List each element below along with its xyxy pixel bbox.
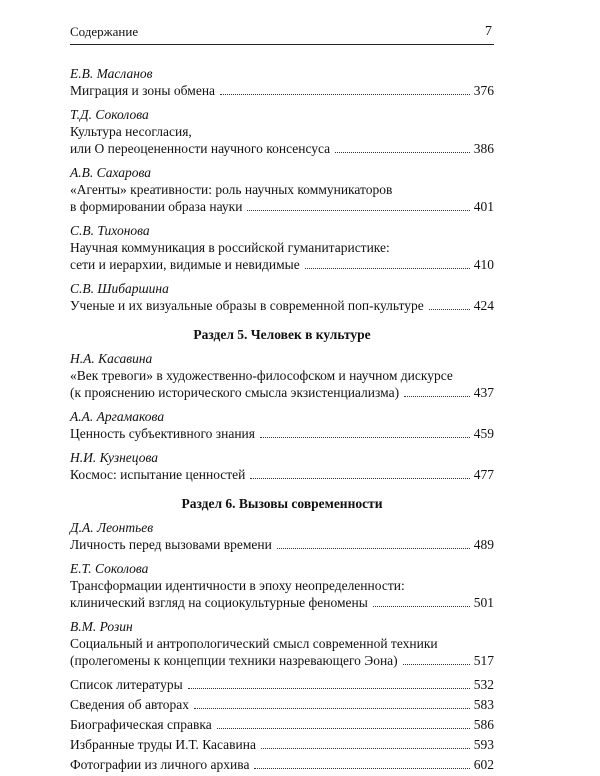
entry-title: Биографическая справка — [70, 717, 212, 732]
entry-title: Фотографии из личного архива — [70, 757, 250, 772]
dot-leader — [373, 606, 470, 607]
dot-leader — [261, 748, 470, 749]
toc-line — [70, 652, 494, 669]
entry-page: 586 — [473, 717, 494, 732]
entry-title: Ценность субъективного знания — [70, 426, 255, 441]
entry-title: в формировании образа науки — [70, 199, 243, 214]
toc-line — [70, 756, 494, 773]
toc-entry — [70, 519, 494, 553]
toc-entry — [70, 222, 494, 273]
dot-leader — [429, 309, 470, 310]
entry-author: В.М. Розин — [70, 619, 133, 634]
entry-title-line: «Агенты» креативности: роль научных коммуникаторов — [70, 182, 393, 197]
toc-line — [70, 425, 494, 442]
entry-title: (к прояснению исторического смысла экзистенциализма) — [70, 385, 400, 400]
entry-page: 376 — [473, 83, 494, 98]
toc-entry — [70, 106, 494, 157]
entry-page: 583 — [473, 697, 494, 712]
entry-title: Список литературы — [70, 677, 183, 692]
dot-leader — [404, 396, 470, 397]
toc-line — [70, 696, 494, 713]
toc-line — [70, 676, 494, 693]
entry-page: 517 — [473, 653, 494, 668]
toc-page — [70, 24, 494, 776]
dot-leader — [217, 728, 470, 729]
toc-entry — [70, 350, 494, 401]
toc-line — [70, 384, 494, 401]
toc-line — [70, 716, 494, 733]
toc-line — [70, 536, 494, 553]
entry-page: 401 — [473, 199, 494, 214]
page-number: 7 — [485, 24, 492, 39]
dot-leader — [277, 548, 470, 549]
dot-leader — [254, 768, 469, 769]
entry-author: Т.Д. Соколова — [70, 107, 149, 122]
toc-line — [70, 140, 494, 157]
entry-author: Н.А. Касавина — [70, 351, 153, 366]
dot-leader — [247, 210, 469, 211]
entry-author: Е.В. Масланов — [70, 66, 153, 81]
entry-author: Е.Т. Соколова — [70, 561, 149, 576]
toc-entry — [70, 560, 494, 611]
dot-leader — [305, 268, 470, 269]
entry-author: А.В. Сахарова — [70, 165, 152, 180]
entry-title: Космос: испытание ценностей — [70, 467, 246, 482]
entry-title: или О переоцененности научного консенсуса — [70, 141, 331, 156]
toc-entry — [70, 618, 494, 669]
entry-page: 489 — [473, 537, 494, 552]
table-of-contents — [70, 65, 494, 669]
entry-page: 424 — [473, 298, 494, 313]
toc-line — [70, 297, 494, 314]
toc-entry — [70, 408, 494, 442]
section-heading: Раздел 5. Человек в культуре — [193, 327, 371, 342]
running-header — [70, 24, 494, 45]
toc-line — [70, 594, 494, 611]
entry-page: 410 — [473, 257, 494, 272]
entry-page: 437 — [473, 385, 494, 400]
entry-title: (пролегомены к концепции техники назревающего Эона) — [70, 653, 398, 668]
entry-title: Миграция и зоны обмена — [70, 83, 216, 98]
entry-title: сети и иерархии, видимые и невидимые — [70, 257, 300, 272]
toc-entry — [70, 449, 494, 483]
toc-line — [70, 82, 494, 99]
dot-leader — [250, 478, 469, 479]
dot-leader — [335, 152, 470, 153]
toc-line — [70, 198, 494, 215]
entry-page: 602 — [473, 757, 494, 772]
entry-author: Н.И. Кузнецова — [70, 450, 158, 465]
toc-entry — [70, 164, 494, 215]
section-heading: Раздел 6. Вызовы современности — [181, 496, 383, 511]
dot-leader — [403, 664, 470, 665]
entry-page: 477 — [473, 467, 494, 482]
entry-title-line: Культура несогласия, — [70, 124, 192, 139]
entry-page: 593 — [473, 737, 494, 752]
running-title: Содержание — [70, 24, 139, 39]
toc-entry — [70, 65, 494, 99]
entry-page: 459 — [473, 426, 494, 441]
entry-author: Д.А. Леонтьев — [70, 520, 154, 535]
toc-line — [70, 256, 494, 273]
toc-entry — [70, 280, 494, 314]
toc-back-matter — [70, 676, 494, 773]
entry-title: клинический взгляд на социокультурные феномены — [70, 595, 368, 610]
entry-author: С.В. Шибаршина — [70, 281, 169, 296]
entry-title: Ученые и их визуальные образы в современной поп-культуре — [70, 298, 424, 313]
entry-page: 532 — [473, 677, 494, 692]
toc-line — [70, 736, 494, 753]
dot-leader — [220, 94, 470, 95]
dot-leader — [188, 688, 470, 689]
entry-title-line: Научная коммуникация в российской гуманитаристике: — [70, 240, 390, 255]
entry-author: А.А. Аргамакова — [70, 409, 165, 424]
entry-title: Личность перед вызовами времени — [70, 537, 272, 552]
entry-title: Избранные труды И.Т. Касавина — [70, 737, 256, 752]
entry-title-line: «Век тревоги» в художественно-философском и научном дискурсе — [70, 368, 453, 383]
entry-page: 386 — [473, 141, 494, 156]
entry-title-line: Социальный и антропологический смысл современной техники — [70, 636, 438, 651]
entry-title-line: Трансформации идентичности в эпоху неопределенности: — [70, 578, 405, 593]
toc-line — [70, 466, 494, 483]
entry-page: 501 — [473, 595, 494, 610]
entry-author: С.В. Тихонова — [70, 223, 150, 238]
dot-leader — [194, 708, 470, 709]
entry-title: Сведения об авторах — [70, 697, 189, 712]
dot-leader — [260, 437, 470, 438]
